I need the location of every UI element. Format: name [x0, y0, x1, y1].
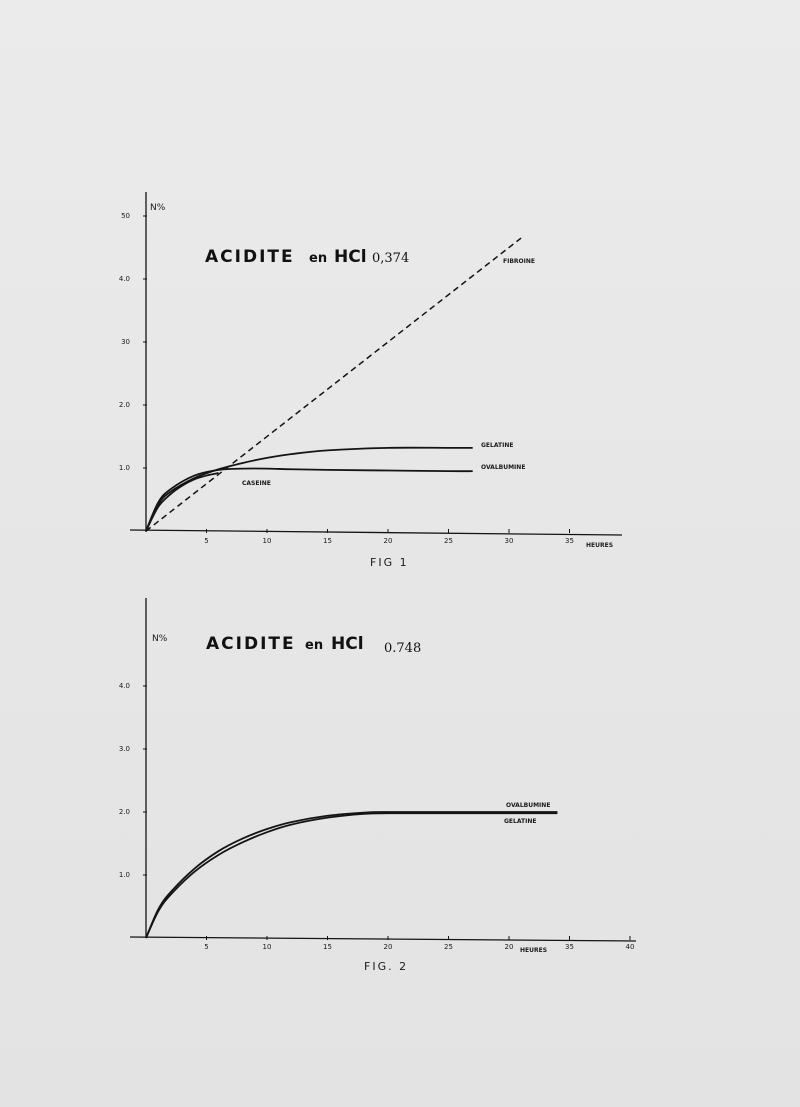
y-tick-label: 3.0: [118, 745, 130, 753]
x-tick-label: 20: [383, 943, 393, 951]
x-tick-label: 20: [504, 943, 514, 951]
series-label-ovalbumine: OVALBUMINE: [506, 802, 551, 809]
x-tick-label: 35: [565, 943, 574, 951]
y-axis-label: N%: [150, 203, 166, 213]
series-label-ovalbumine: OVALBUMINE: [481, 464, 526, 471]
x-tick-label: 25: [444, 537, 453, 545]
x-axis-label: HEURES: [586, 542, 614, 549]
x-tick-label: 5: [204, 943, 209, 951]
x-axis: [130, 530, 622, 535]
x-tick-label: 35: [565, 537, 574, 545]
x-axis: [130, 937, 636, 941]
y-tick-label: 1.0: [118, 464, 130, 472]
x-tick-label: 10: [262, 537, 272, 545]
x-tick-label: 15: [323, 943, 332, 951]
series-label-gelatine: GELATINE: [481, 442, 514, 449]
series-group: [146, 238, 521, 531]
chart-fig-2: [119, 598, 636, 973]
x-tick-label: 20: [383, 537, 393, 545]
x-tick-label: 25: [444, 943, 453, 951]
x-tick-label: 5: [204, 537, 209, 545]
series-label-fibroine: FIBROINE: [503, 258, 535, 265]
series-line-gelatine: [146, 448, 473, 531]
series-label-gelatine: GELATINE: [504, 818, 537, 825]
y-tick-label: 4.0: [118, 682, 130, 690]
y-tick-label: 50: [121, 212, 130, 220]
tick-group: [119, 682, 635, 951]
x-tick-label: 10: [262, 943, 272, 951]
x-tick-label: 30: [504, 537, 514, 545]
y-tick-label: 2.0: [118, 401, 130, 409]
chart-title: ACIDITE en HCl 0.748: [206, 634, 422, 656]
figure-caption: FIG. 2: [364, 960, 409, 973]
y-tick-label: 2.0: [118, 808, 130, 816]
series-line-fibroine: [146, 238, 521, 531]
y-tick-label: 1.0: [118, 871, 130, 879]
series-line-ovalbumine: [146, 812, 557, 938]
x-tick-label: 40: [625, 943, 635, 951]
series-group: [146, 812, 557, 938]
series-line-gelatine: [146, 813, 557, 938]
figure-caption: FIG 1: [370, 556, 409, 569]
y-tick-label: 30: [121, 338, 130, 346]
series-labels: [242, 258, 535, 487]
x-tick-label: 15: [323, 537, 332, 545]
y-axis-label: N%: [152, 634, 168, 644]
chart-fig-1: [119, 192, 622, 569]
series-label-caseine: CASEINE: [242, 480, 271, 487]
y-tick-label: 4.0: [118, 275, 130, 283]
chart-title: ACIDITE en HCl 0,374: [205, 247, 410, 267]
x-axis-label: HEURES: [520, 947, 548, 954]
